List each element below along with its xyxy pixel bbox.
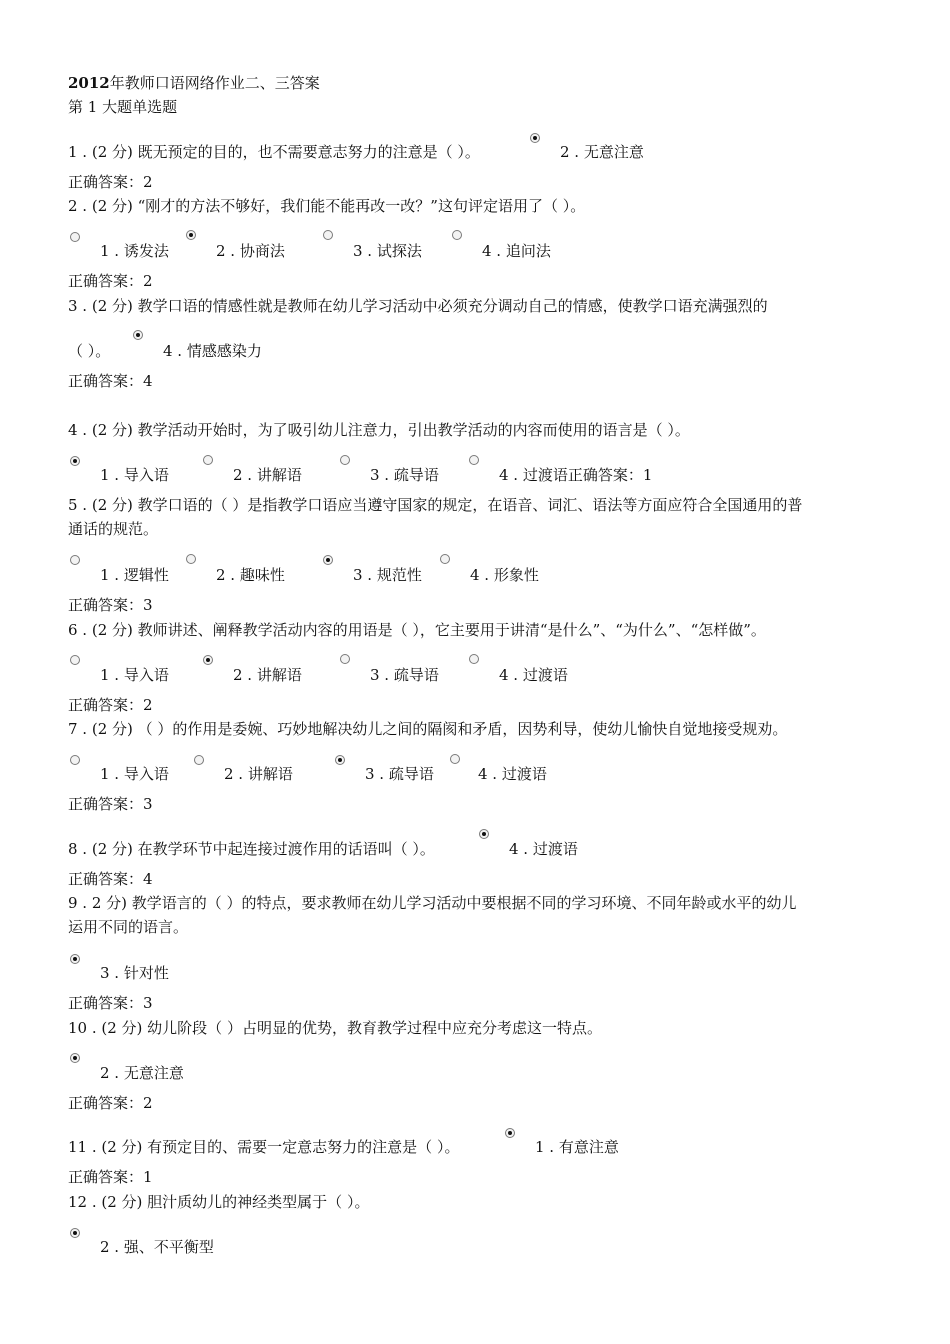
option-label: 4 . 追问法 <box>482 242 551 260</box>
correct-answer: 正确答案：4 <box>68 372 153 390</box>
radio-button[interactable] <box>340 455 350 465</box>
option-label: 3 . 规范性 <box>353 566 422 584</box>
question-stem: 10 . (2 分) 幼儿阶段（ ）占明显的优势，教育教学过程中应充分考虑这一特点。 <box>68 1019 602 1037</box>
option-label: 1 . 诱发法 <box>100 242 169 260</box>
option-label: 2 . 讲解语 <box>233 666 302 684</box>
radio-button[interactable] <box>340 654 350 664</box>
radio-button[interactable] <box>323 555 333 565</box>
radio-button[interactable] <box>70 1228 80 1238</box>
correct-answer: 正确答案：2 <box>68 696 153 714</box>
question-stem: 11 . (2 分) 有预定目的、需要一定意志努力的注意是（ ）。 <box>68 1138 460 1156</box>
option-label: 3 . 试探法 <box>353 242 422 260</box>
question-stem: 5 . (2 分) 教学口语的（ ）是指教学口语应当遵守国家的规定，在语音、词汇、语法等方面应符合全国通用的普 <box>68 496 803 514</box>
question-stem: 3 . (2 分) 教学口语的情感性就是教师在幼儿学习活动中必须充分调动自己的情感，使教学口语充满强烈的 <box>68 297 768 315</box>
section-heading: 第 1 大题单选题 <box>68 98 178 116</box>
radio-button[interactable] <box>70 655 80 665</box>
radio-button[interactable] <box>70 555 80 565</box>
correct-answer: 正确答案：2 <box>68 272 153 290</box>
radio-button[interactable] <box>70 755 80 765</box>
option-label: 2 . 无意注意 <box>560 143 644 161</box>
option-label: 4 . 过渡语 <box>509 840 578 858</box>
option-label-with-answer: 4 . 过渡语正确答案：1 <box>499 466 653 484</box>
option-label: 3 . 针对性 <box>100 964 169 982</box>
question-stem: 7 . (2 分) （ ）的作用是委婉、巧妙地解决幼儿之间的隔阂和矛盾，因势利导，使幼儿愉快自觉地接受规劝。 <box>68 720 788 738</box>
option-label: 4 . 过渡语 <box>478 765 547 783</box>
question-stem: 4 . (2 分) 教学活动开始时，为了吸引幼儿注意力，引出教学活动的内容而使用的语言是（ ）。 <box>68 421 690 439</box>
radio-button[interactable] <box>452 230 462 240</box>
correct-answer: 正确答案：3 <box>68 994 153 1012</box>
correct-answer: 正确答案：1 <box>68 1168 153 1186</box>
radio-button[interactable] <box>469 654 479 664</box>
radio-button[interactable] <box>203 455 213 465</box>
correct-answer: 正确答案：2 <box>68 1094 153 1112</box>
option-label: 1 . 导入语 <box>100 666 169 684</box>
radio-button[interactable] <box>440 554 450 564</box>
radio-button[interactable] <box>323 230 333 240</box>
question-stem: 12 . (2 分) 胆汁质幼儿的神经类型属于（ ）。 <box>68 1193 370 1211</box>
option-label: 1 . 导入语 <box>100 466 169 484</box>
option-label: 2 . 趣味性 <box>216 566 285 584</box>
radio-button[interactable] <box>505 1128 515 1138</box>
question-stem: 1 . (2 分) 既无预定的目的，也不需要意志努力的注意是（ ）。 <box>68 143 480 161</box>
question-stem-continued: 通话的规范。 <box>68 520 159 538</box>
correct-answer: 正确答案：2 <box>68 173 153 191</box>
radio-button[interactable] <box>186 554 196 564</box>
radio-button[interactable] <box>194 755 204 765</box>
radio-button[interactable] <box>203 655 213 665</box>
option-label: 4 . 形象性 <box>470 566 539 584</box>
question-stem-continued: 运用不同的语言。 <box>68 918 189 936</box>
option-label: 1 . 导入语 <box>100 765 169 783</box>
option-label: 4 . 情感感染力 <box>163 342 262 360</box>
option-label: 3 . 疏导语 <box>370 466 439 484</box>
correct-answer: 正确答案：3 <box>68 596 153 614</box>
option-label: 3 . 疏导语 <box>365 765 434 783</box>
radio-button[interactable] <box>450 754 460 764</box>
question-stem: 2 . (2 分) “刚才的方法不够好，我们能不能再改一改？”这句评定语用了（ ）。 <box>68 197 586 215</box>
radio-button[interactable] <box>70 456 80 466</box>
option-label: 2 . 讲解语 <box>224 765 293 783</box>
radio-button[interactable] <box>469 455 479 465</box>
question-stem-continued: （ ）。 <box>68 342 111 360</box>
question-stem: 6 . (2 分) 教师讲述、阐释教学活动内容的用语是（ ），它主要用于讲清“是什么”、“为什么”、“怎样做”。 <box>68 621 766 639</box>
question-stem: 8 . (2 分) 在教学环节中起连接过渡作用的话语叫（ ）。 <box>68 840 435 858</box>
radio-button[interactable] <box>530 133 540 143</box>
option-label: 2 . 讲解语 <box>233 466 302 484</box>
radio-button[interactable] <box>186 230 196 240</box>
radio-button[interactable] <box>70 232 80 242</box>
option-label: 4 . 过渡语 <box>499 666 568 684</box>
radio-button[interactable] <box>70 1053 80 1063</box>
document-title: 2012年教师口语网络作业二、三答案 <box>68 74 320 92</box>
option-label: 3 . 疏导语 <box>370 666 439 684</box>
question-stem: 9 . 2 分) 教学语言的（ ）的特点，要求教师在幼儿学习活动中要根据不同的学习环境、不同年龄或水平的幼儿 <box>68 894 797 912</box>
option-label: 1 . 逻辑性 <box>100 566 169 584</box>
radio-button[interactable] <box>133 330 143 340</box>
option-label: 1 . 有意注意 <box>535 1138 619 1156</box>
correct-answer: 正确答案：3 <box>68 795 153 813</box>
radio-button[interactable] <box>479 829 489 839</box>
correct-answer: 正确答案：4 <box>68 870 153 888</box>
option-label: 2 . 协商法 <box>216 242 285 260</box>
option-label: 2 . 无意注意 <box>100 1064 184 1082</box>
radio-button[interactable] <box>335 755 345 765</box>
option-label: 2 . 强、不平衡型 <box>100 1238 214 1256</box>
radio-button[interactable] <box>70 954 80 964</box>
